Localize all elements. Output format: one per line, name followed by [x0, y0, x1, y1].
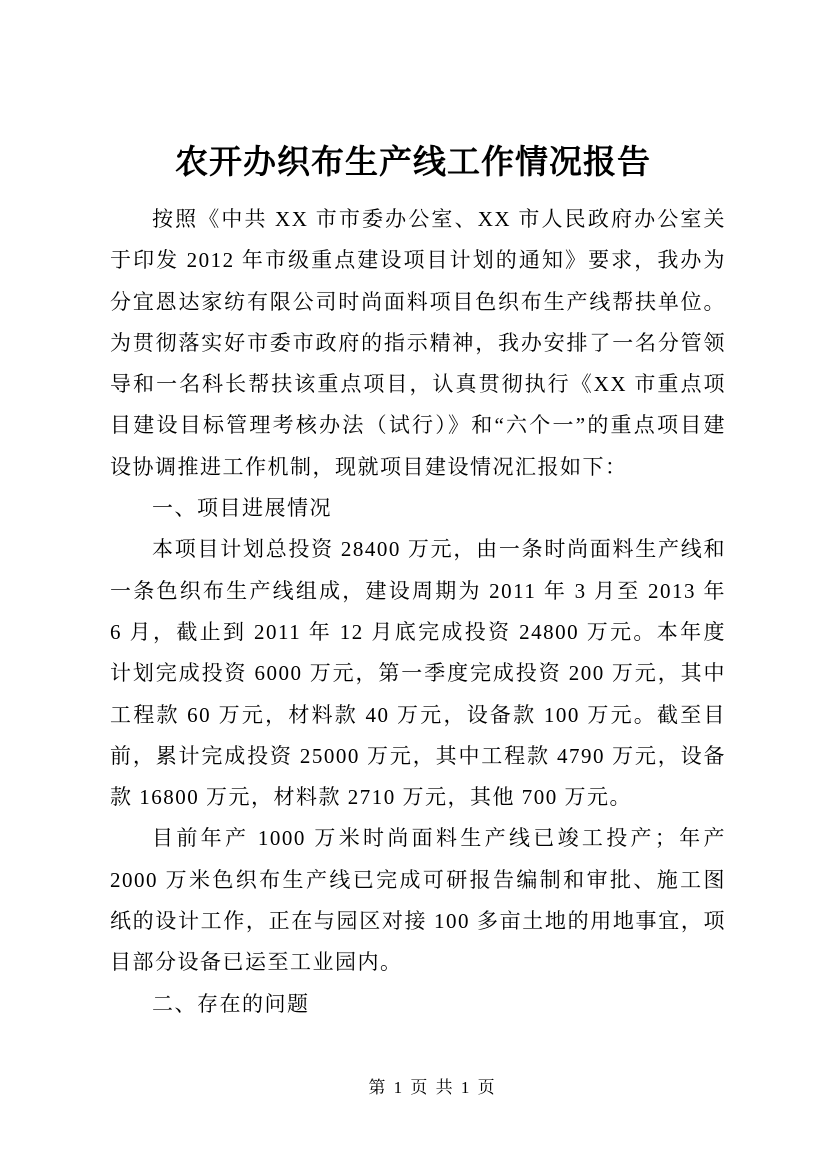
paragraph-intro: 按照《中共 XX 市市委办公室、XX 市人民政府办公室关于印发 2012 年市级重点建设项目计划的通知》要求，我办为分宜恩达家纺有限公司时尚面料项目色织布生产线帮扶单位。为贯彻落实好市委市政府的指示精神，我办安排了一名分管领导和一名科长帮扶该重点项目，认真贯彻执行《XX 市重点项目建设目标管理考核办法（试行）》和“六个一”的重点项目建设协调推进工作机制，现就项目建设情况汇报如下： [110, 207, 726, 479]
paragraph-investment: 本项目计划总投资 28400 万元，由一条时尚面料生产线和一条色织布生产线组成，建设周期为 2011 年 3 月至 2013 年 6 月，截止到 2011 年 12 月底完成投资 24800 万元。本年度计划完成投资 6000 万元，第一季度完成投资 200 万元，其中工程款 60 万元，材料款 40 万元，设备款 100 万元。截至目前，累计完成投资 25000 万元，其中工程款 4790 万元，设备款 16800 万元，材料款 2710 万元，其他 700 万元。 [110, 537, 726, 810]
paragraph-production-status: 目前年产 1000 万米时尚面料生产线已竣工投产；年产 2000 万米色织布生产线已完成可研报告编制和审批、施工图纸的设计工作，正在与园区对接 100 多亩土地的用地事宜，项目部分设备已运至工业园内。 [110, 826, 726, 975]
page-footer [0, 1073, 827, 1098]
section-heading-progress: 一、项目进展情况 [152, 496, 332, 521]
document-title: 农开办织布生产线工作情况报告 [175, 145, 651, 181]
document-body [110, 199, 726, 1025]
section-heading-problems: 二、存在的问题 [152, 991, 310, 1016]
page-number-indicator: 第 1 页 共 1 页 [368, 1078, 497, 1097]
